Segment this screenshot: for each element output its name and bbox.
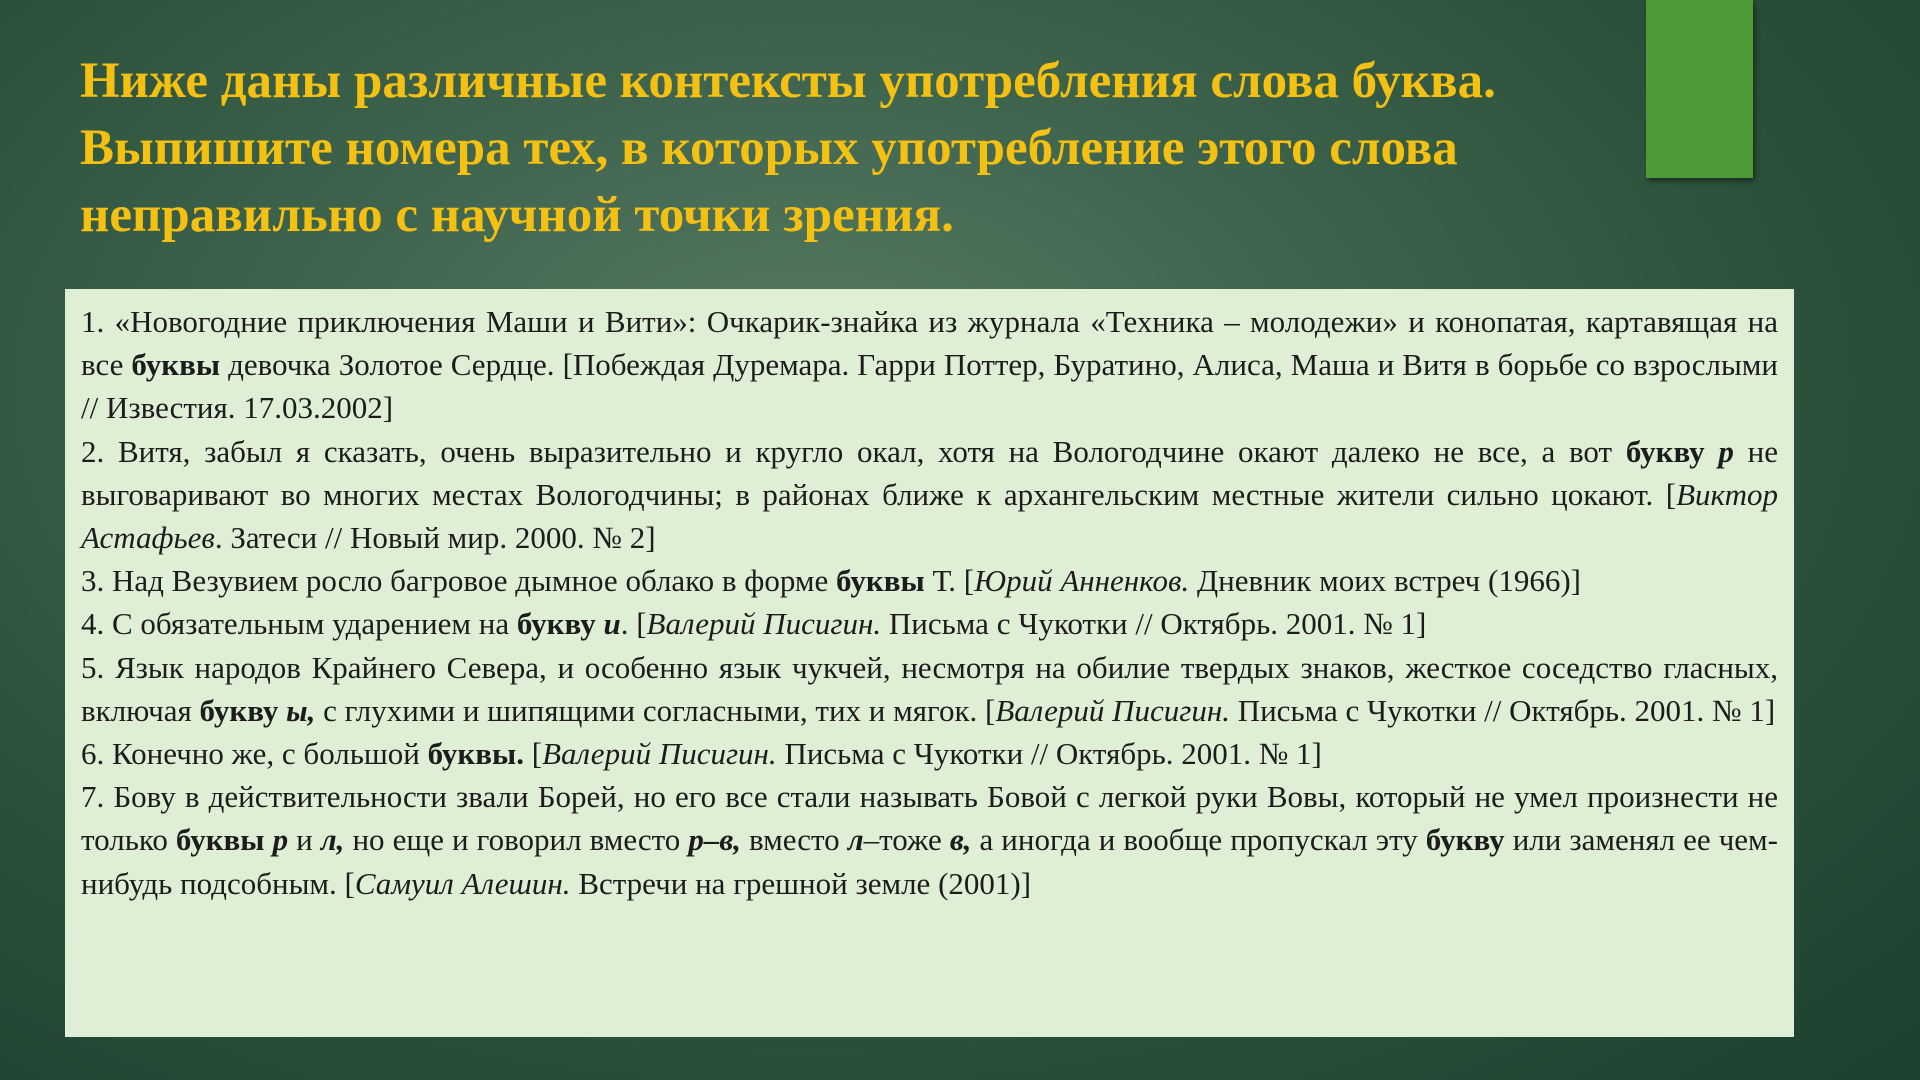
text-segment <box>278 693 286 728</box>
text-segment: девочка Золотое Сердце. [Побеждая Дуремара. Гарри Поттер, Буратино, Алиса, Маша и Витя в борьбе со взрослыми // Известия. 17.03.2002] <box>81 347 1778 426</box>
highlighted-word: буквы. <box>427 736 524 772</box>
author-name: Валерий Писигин. <box>646 606 882 642</box>
text-segment <box>1705 434 1719 469</box>
slide-title: Ниже даны различные контексты употребления слова буква. Выпишите номера тех, в которых употребление этого слова неправильно с научной точки зрения. <box>80 53 1496 243</box>
text-segment: Письма с Чукотки // Октябрь. 2001. № 1] <box>1229 692 1776 728</box>
text-segment: или заменял ее чем-нибудь подсобным. [ <box>81 822 1778 901</box>
highlighted-word: букву <box>516 606 596 642</box>
text-segment: с глухими и шипящими согласными, тих и мягок. [ <box>315 692 996 728</box>
text-segment: 2. Витя, забыл я сказать, очень выразительно и кругло окал, хотя на Вологодчине окают далеко не все, а вот <box>81 433 1626 469</box>
context-item-4 <box>81 602 1778 645</box>
highlighted-letter: л, <box>320 822 345 858</box>
text-segment: 7. Бову в действительности звали Борей, но его все стали называть Бовой с легкой руки Вовы, который не умел произнести не только <box>81 779 1778 858</box>
text-segment: Письма с Чукотки // Октябрь. 2001. № 1] <box>881 606 1427 642</box>
text-segment: Т. [ <box>924 563 975 599</box>
text-segment: вместо <box>740 822 848 858</box>
author-name: Самуил Алешин. <box>354 865 571 901</box>
text-segment <box>265 822 273 857</box>
text-segment: . Затеси // Новый мир. 2000. № 2] <box>214 520 656 556</box>
contexts-box <box>65 289 1794 1037</box>
highlighted-word: букву <box>1625 433 1705 469</box>
context-item-3 <box>81 559 1778 602</box>
highlighted-letter: в, <box>949 822 972 858</box>
highlighted-letter: ы, <box>286 692 316 728</box>
text-segment: [ <box>524 736 543 772</box>
text-segment: –тоже <box>863 822 950 858</box>
author-name: Виктор Астафьев <box>81 476 1778 556</box>
highlighted-letter: р <box>1718 433 1734 469</box>
context-item-2 <box>81 430 1778 560</box>
text-segment: но еще и говорил вместо <box>344 822 689 858</box>
text-segment: 1. «Новогодние приключения Маши и Вити»: Очкарик-знайка из журнала «Техника – молодежи» и конопатая, картавящая на все <box>81 304 1778 383</box>
context-item-7 <box>81 775 1778 905</box>
text-segment: 3. Над Везувием росло багровое дымное облако в форме <box>81 563 837 599</box>
text-segment: Встречи на грешной земле (2001)] <box>570 865 1032 901</box>
highlighted-letter: р <box>272 822 289 858</box>
accent-bar <box>1646 0 1753 178</box>
author-name: Валерий Писигин. <box>542 736 777 772</box>
text-segment: . [ <box>620 606 647 642</box>
context-item-5 <box>81 646 1778 732</box>
text-segment: 5. Язык народов Крайнего Севера, и особенно язык чукчей, несмотря на обилие твердых знаков, жесткое соседство гласных, включая <box>81 649 1778 728</box>
author-name: Юрий Анненков. <box>974 563 1190 599</box>
context-item-1 <box>81 300 1778 430</box>
text-segment: Письма с Чукотки // Октябрь. 2001. № 1] <box>776 736 1322 772</box>
text-segment: 6. Конечно же, с большой <box>81 736 428 772</box>
highlighted-word: буквы <box>836 563 925 599</box>
text-segment: не выговаривают во многих местах Вологодчины; в районах ближе к архангельским местные жители сильно цокают. [ <box>81 433 1778 512</box>
highlighted-word: букву <box>199 692 279 728</box>
highlighted-word: букву <box>1425 822 1505 858</box>
text-segment: и <box>288 822 321 858</box>
highlighted-letter: и <box>603 606 621 642</box>
context-item-6 <box>81 732 1778 775</box>
text-segment: а иногда и вообще пропускал эту <box>971 822 1426 858</box>
text-segment: Дневник моих встреч (1966)] <box>1189 563 1581 599</box>
highlighted-letter: л <box>847 822 864 858</box>
author-name: Валерий Писигин. <box>995 692 1230 728</box>
text-segment: 4. С обязательным ударением на <box>81 606 517 642</box>
highlighted-letter: р–в, <box>688 822 741 858</box>
highlighted-word: буквы <box>175 822 265 858</box>
highlighted-word: буквы <box>131 347 221 383</box>
